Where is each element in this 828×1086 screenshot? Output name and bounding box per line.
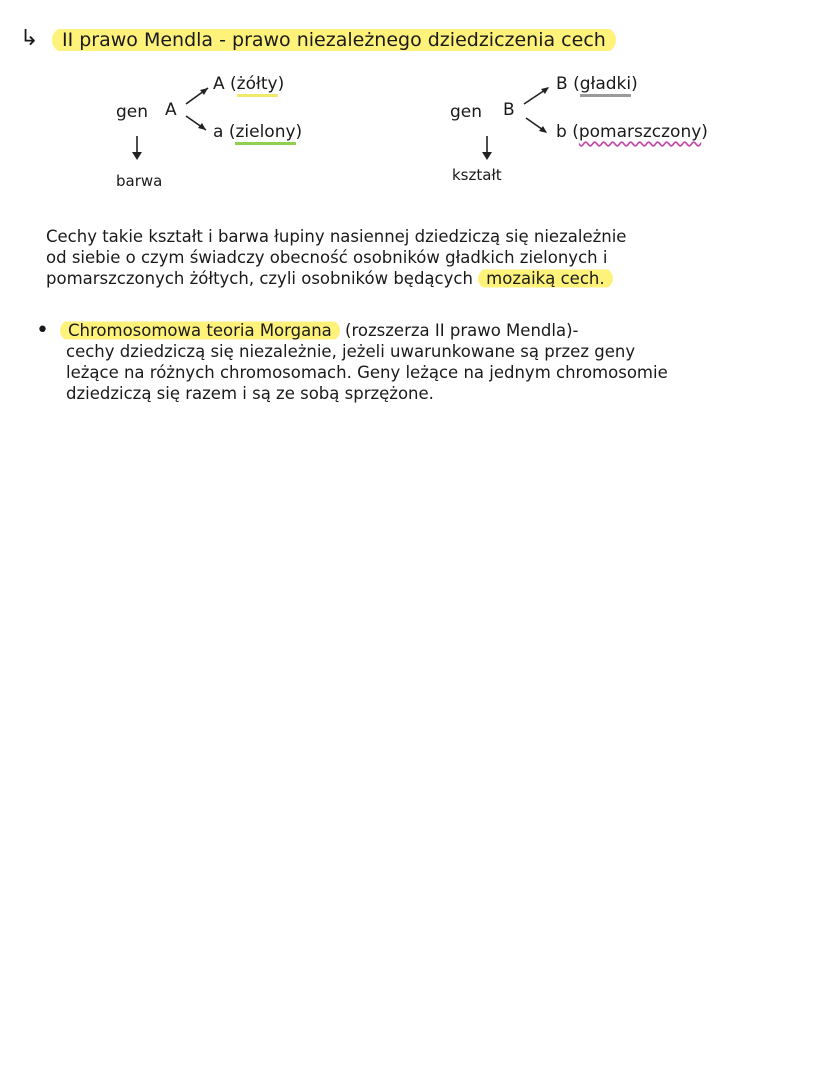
bullet-icon: •	[36, 318, 49, 343]
morgan-line: Chromosomowa teoria Morgana (rozszerza II prawo Mendla)-	[60, 320, 668, 341]
trait-shape: kształt	[452, 166, 502, 184]
arrow-icon: ↳	[20, 26, 39, 51]
diagram-arrows	[0, 0, 828, 200]
morgan-line: leżące na różnych chromosomach. Geny leżące na jednym chromosomie	[66, 363, 668, 382]
paragraph-highlight: mozaiką cech.	[478, 268, 612, 289]
gen-b-label: gen	[450, 102, 483, 122]
paragraph-line: Cechy takie kształt i barwa łupiny nasiennej dziedziczą się niezależnie	[46, 227, 627, 246]
paragraph-line: od siebie o czym świadczy obecność osobników gładkich zielonych i	[46, 248, 608, 267]
allele-a-recessive: a (zielony)	[213, 122, 302, 142]
allele-b: B	[503, 100, 515, 120]
morgan-section	[60, 320, 668, 404]
allele-b-recessive: b (pomarszczony)	[556, 122, 708, 142]
morgan-line: dziedziczą się razem i są ze sobą sprzężone.	[66, 384, 434, 403]
allele-b-dominant: B (gładki)	[556, 74, 638, 94]
allele-a: A	[165, 100, 177, 120]
paragraph	[46, 226, 626, 289]
allele-a-dominant: A (żółty)	[213, 74, 284, 94]
paragraph-line: pomarszczonych żółtych, czyli osobników będących mozaiką cech.	[46, 268, 626, 289]
trait-color: barwa	[116, 172, 163, 190]
morgan-line: cechy dziedziczą się niezależnie, jeżeli uwarunkowane są przez geny	[66, 342, 636, 361]
gen-a-label: gen	[116, 102, 149, 122]
morgan-heading: Chromosomowa teoria Morgana	[60, 320, 340, 341]
page-title: II prawo Mendla - prawo niezależnego dziedziczenia cech	[52, 27, 616, 53]
